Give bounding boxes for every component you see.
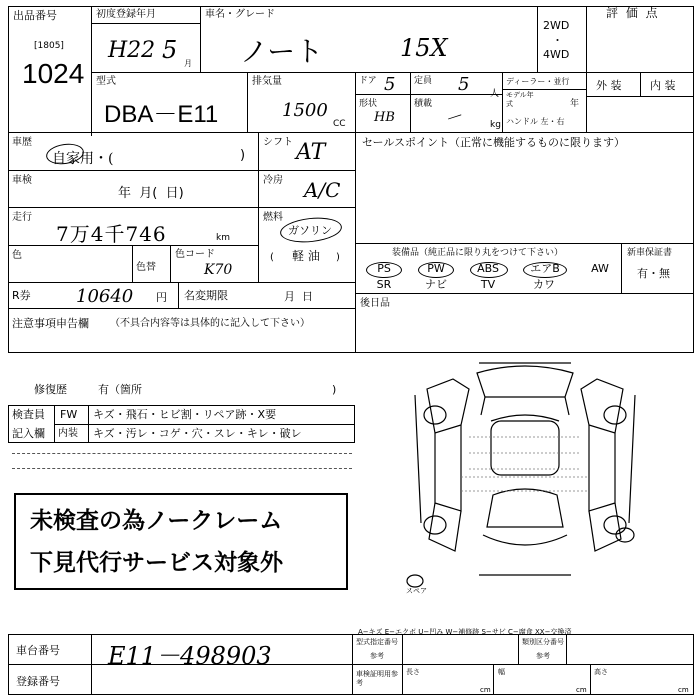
damage-legend: A−キズ E−エクボ U−凹み W−補修跡 S−サビ C−腐食 XX−交換済: [358, 628, 572, 636]
interior-items: キズ・汚レ・コゲ・穴・スレ・キレ・破レ: [93, 427, 302, 440]
dealer-label: ディーラー・並行: [506, 77, 570, 86]
width-label: 幅: [498, 668, 505, 676]
width-unit: cm: [576, 686, 587, 694]
vehicle-damage-diagram: [395, 355, 655, 595]
chassis-label: 車台番号: [16, 644, 60, 657]
displacement-unit: CC: [333, 119, 346, 129]
model-year-label: モデル年式: [506, 91, 534, 108]
name-change-value: 月 日: [284, 290, 313, 303]
model-year-unit: 年: [570, 99, 580, 109]
equip-leather: カワ: [533, 278, 555, 291]
rear-item-label: 後日品: [360, 298, 390, 309]
inspection-label: 車検: [12, 175, 32, 186]
registration-month: 5: [162, 36, 178, 64]
doors-label: ドア: [359, 76, 377, 86]
recycle-value: 10640: [76, 286, 134, 307]
registration-year: H22: [108, 38, 156, 63]
fw-items: キズ・飛石・ヒビ割・リペア跡・X要: [93, 408, 277, 421]
capacity-value: 5: [458, 74, 470, 95]
lot-code: [1805]: [34, 41, 64, 51]
notes-label: 注意事項申告欄: [12, 317, 89, 330]
equip-pw: PW: [427, 262, 445, 275]
equip-navi: ナビ: [425, 278, 447, 291]
displacement-label: 排気量: [252, 76, 282, 87]
height-label: 高さ: [594, 668, 608, 676]
exhibit-no-label: 出品番号: [13, 9, 57, 22]
shape-label: 形状: [359, 99, 378, 109]
exterior-label: 外 装: [596, 79, 622, 92]
notice-line-1: 未検査の為ノークレーム: [30, 508, 283, 534]
displacement-value: 1500: [282, 100, 328, 121]
history-close: ): [240, 148, 246, 163]
load-value: －: [441, 105, 466, 132]
load-unit: kg: [490, 120, 501, 130]
length-label: 長さ: [406, 668, 420, 676]
classification-ref: 参考: [536, 652, 550, 660]
fw-label: FW: [60, 408, 78, 421]
length-unit: cm: [480, 686, 491, 694]
notice-line-2: 下見代行サービス対象外: [30, 550, 283, 576]
designation-label: 型式指定番号: [356, 638, 398, 646]
first-registration-label: 初度登録年月: [96, 9, 156, 20]
drive-4wd: 4WD: [543, 48, 570, 61]
shape-value: HB: [374, 110, 395, 125]
ac-label: 冷房: [263, 175, 283, 186]
registration-month-unit: 月: [184, 59, 192, 68]
fuel-label: 燃料: [263, 212, 283, 223]
capacity-unit: 人: [490, 89, 500, 99]
interior-check-label: 内装: [58, 428, 78, 439]
equip-aw: AW: [591, 262, 609, 275]
fuel-diesel: 軽 油: [292, 249, 320, 263]
repair-history-value: 有（箇所: [98, 383, 142, 396]
equip-airbag: エアB: [530, 262, 560, 275]
equipment-label: 装備品（純正品に限り丸をつけて下さい）: [392, 248, 564, 258]
model-value: DBA－E11: [104, 101, 219, 128]
interior-label: 内 装: [650, 79, 676, 92]
height-unit: cm: [678, 686, 689, 694]
notes-hint: （不具合内容等は具体的に記入して下さい）: [110, 318, 310, 329]
doors-value: 5: [384, 74, 396, 95]
certificate-label: 車検証明用参考: [356, 670, 398, 687]
drive-separator: ・: [552, 34, 563, 47]
designation-ref: 参考: [370, 652, 384, 660]
equip-ps: PS: [377, 262, 391, 275]
history-label: 車歴: [12, 137, 32, 148]
model-label: 型式: [96, 76, 116, 87]
load-label: 積載: [414, 99, 433, 109]
car-name: ノート: [240, 35, 324, 68]
ac-value: A/C: [304, 178, 341, 202]
inspection-value: 年 月( 日): [118, 186, 184, 201]
shift-label: シフト: [263, 137, 293, 148]
new-car-warranty-label: 新車保証書: [627, 248, 673, 258]
car-grade: 15X: [400, 34, 448, 62]
mileage-label: 走行: [12, 212, 32, 223]
mileage-value: 7万4千746: [56, 222, 167, 246]
color-code-label: 色コード: [175, 249, 215, 260]
repair-history-label: 修復歴: [34, 383, 67, 396]
repair-history-close: ): [332, 383, 337, 396]
handle-label: ハンドル 左・右: [506, 117, 565, 126]
name-change-label: 名変期限: [184, 289, 228, 302]
classification-label: 類別区分番号: [522, 638, 564, 646]
color-label: 色: [12, 250, 22, 261]
equip-tv: TV: [480, 278, 496, 291]
recycle-unit: 円: [156, 291, 167, 304]
shift-value: AT: [296, 140, 326, 165]
recycle-label: R券: [12, 289, 31, 302]
car-name-grade-label: 車名・グレード: [205, 9, 275, 20]
spare-label: スペア: [406, 587, 427, 595]
equip-sr: SR: [376, 278, 392, 291]
entry-label: 記入欄: [12, 427, 45, 440]
chassis-value: E11－498903: [108, 642, 272, 670]
fuel-gasoline: ガソリン: [288, 224, 332, 237]
inspector-label: 検査員: [12, 408, 45, 421]
mileage-unit: km: [216, 233, 230, 243]
equip-abs: ABS: [477, 262, 499, 275]
repaint-label: 色替: [136, 262, 156, 273]
sales-point-label: セールスポイント（正常に機能するものに限ります）: [362, 136, 626, 149]
warranty-value: 有・無: [637, 267, 670, 280]
exhibit-number: 1024: [22, 58, 85, 89]
evaluation-label: 評 価 点: [606, 6, 660, 20]
capacity-label: 定員: [414, 76, 433, 86]
history-value: 自家用・(: [52, 151, 114, 167]
drive-2wd: 2WD: [543, 19, 570, 32]
color-code-value: K70: [204, 262, 233, 278]
registration-no-label: 登録番号: [16, 675, 60, 688]
